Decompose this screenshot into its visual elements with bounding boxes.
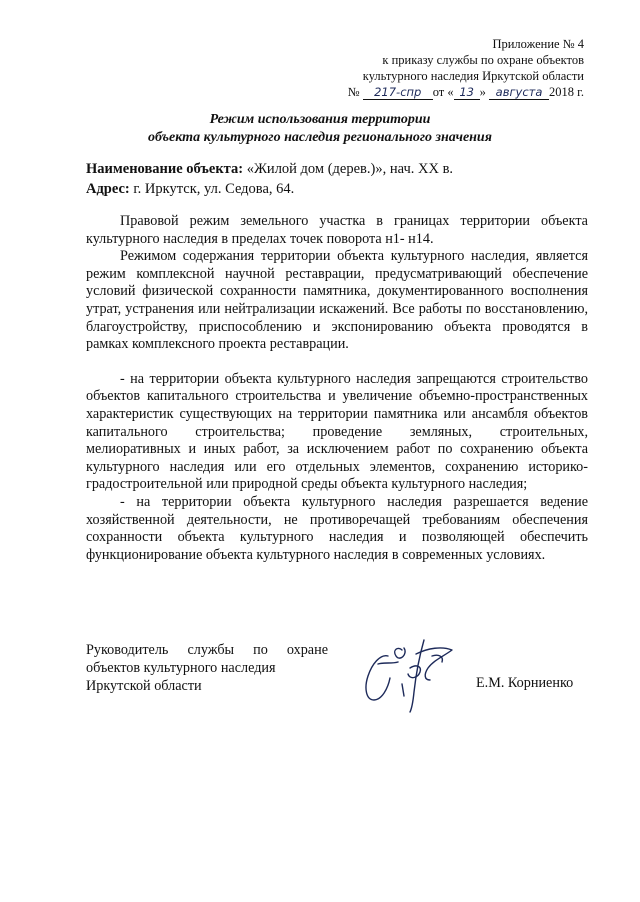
order-number-handwritten: 217-спр [363,85,433,100]
object-name-label: Наименование объекта: [86,161,244,177]
paragraph-prohibitions: - на территории объекта культурного наследия запрещаются строительство объектов капитального строительства и увеличение объемно-пространственных характеристик существующих на территории памятника или ансамбля объектов капитального строительства; проведение земляных, строительных, мелиоративных и иных работ, за исключением работ по сохранению объекта культурного наследия или его отдельных элементов, сохранению историко-градостроительной или природной среды объекта культурного наследия; [86,370,588,493]
paragraph-legal-regime: Правовой режим земельного участка в границах территории объекта культурного наследия в пределах точек поворота н1- н14. [86,213,588,247]
object-address [86,180,294,198]
handwritten-signature [358,634,470,714]
signer-position [86,641,328,695]
signer-name: Е.М. Корниенко [476,675,574,691]
object-name [86,160,453,178]
order-day-handwritten: 13 [454,85,480,100]
object-address-value: г. Иркутск, ул. Седова, 64. [129,181,295,197]
order-month-handwritten: августа [489,85,549,100]
order-number-line [348,84,584,100]
paragraph-maintenance-regime: Режимом содержания территории объекта культурного наследия, является режим комплексной научной реставрации, предусматривающий обеспечение условий физической сохранности памятника, документированного восполнения утрат, устранения или нейтрализации искажений. Все работы по восстановлению, благоустройству, приспособлению и экспонированию объекта проводятся в рамках комплексного проекта реставрации. [86,248,588,353]
from-label: от « [432,85,454,99]
paragraph-permissions: - на территории объекта культурного наследия разрешается ведение хозяйственной деятельности, не противоречащей требованиям обеспечения сохранности объекта культурного наследия и позволяющей обеспечить функционирование объекта культурного наследия в современных условиях. [86,493,588,563]
appendix-header [348,36,584,100]
appendix-agency: культурного наследия Иркутской области [362,69,584,83]
number-sign: № [347,85,360,99]
quote-close: » [479,85,486,99]
paragraph-gap [86,354,588,371]
order-year: 2018 г. [549,85,584,99]
appendix-order-ref: к приказу службы по охране объектов [382,53,584,67]
document-body [86,213,588,564]
signer-position-text: Руководитель службы по охране объектов культурного наследия [86,642,328,676]
title-line-2: объекта культурного наследия регионального значения [148,130,492,145]
object-address-label: Адрес: [86,181,130,197]
signer-position-region: Иркутской области [86,678,202,694]
appendix-number: Приложение № 4 [492,37,584,51]
title-line-1: Режим использования территории [209,112,431,127]
object-name-value: «Жилой дом (дерев.)», нач. XX в. [243,161,454,177]
document-title [0,111,640,147]
